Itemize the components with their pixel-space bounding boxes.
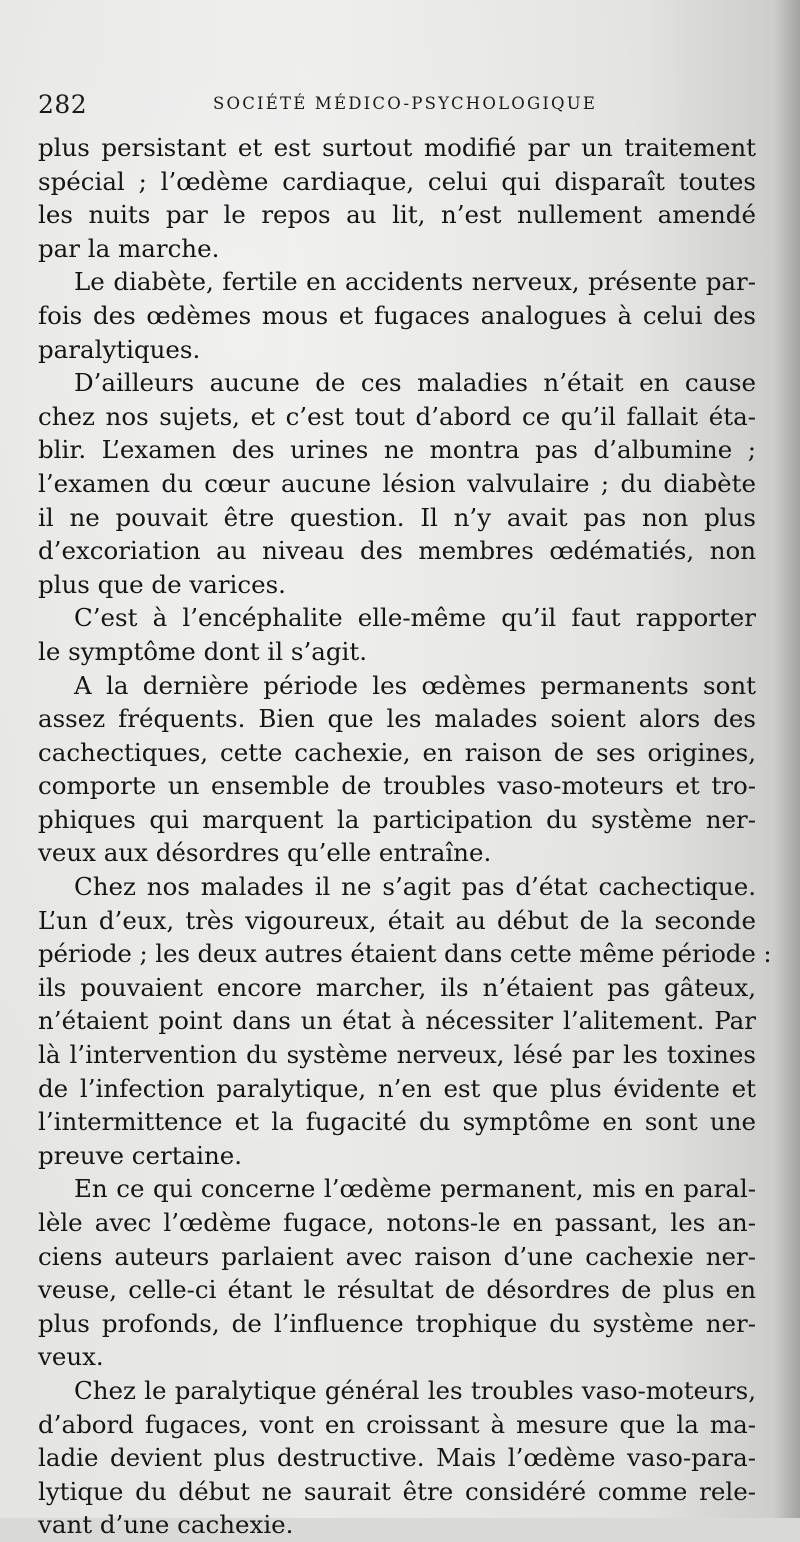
page-edge-shadow (774, 0, 800, 1518)
text-line: les nuits par le repos au lit, n’est nullement amendé (38, 200, 756, 230)
text-line: plus profonds, de l’influence trophique du système ner- (38, 1308, 756, 1338)
text-line: Le diabète, fertile en accidents nerveux, présente par- (74, 267, 756, 297)
text-line: D’ailleurs aucune de ces maladies n’était en cause (74, 368, 756, 398)
text-line: n’étaient point dans un état à nécessiter l’alitement. Par (38, 1006, 756, 1036)
text-line: cachectiques, cette cachexie, en raison de ses origines, (38, 737, 756, 767)
text-line: veux. (38, 1342, 104, 1372)
text-line: période ; les deux autres étaient dans cette même période : (38, 939, 772, 969)
body-text (38, 131, 772, 1542)
text-line: comporte un ensemble de troubles vaso-moteurs et tro- (38, 771, 756, 801)
text-line: A la dernière période les œdèmes permanents sont (74, 670, 756, 700)
text-line: ladie devient plus destructive. Mais l’œdème vaso-para- (38, 1443, 756, 1473)
text-line: fois des œdèmes mous et fugaces analogues à celui des (38, 300, 756, 330)
text-line: phiques qui marquent la participation du système ner- (38, 804, 756, 834)
text-line: assez fréquents. Bien que les malades soient alors des (38, 704, 756, 734)
text-line: paralytiques. (38, 334, 201, 364)
text-line: ciens auteurs parlaient avec raison d’une cachexie ner- (38, 1241, 756, 1271)
text-line: de l’infection paralytique, n’en est que plus évidente et (38, 1073, 756, 1103)
text-line: C’est à l’encéphalite elle-même qu’il faut rapporter (74, 603, 756, 633)
text-line: spécial ; l’œdème cardiaque, celui qui disparaît toutes (38, 166, 756, 196)
text-line: lèle avec l’œdème fugace, notons-le en passant, les an- (38, 1208, 756, 1237)
page-header (38, 90, 758, 120)
text-line: veuse, celle-ci étant le résultat de désordres de plus en (38, 1275, 756, 1305)
text-line: là l’intervention du système nerveux, lésé par les toxines (38, 1040, 756, 1070)
text-line: d’abord fugaces, vont en croissant à mesure que la ma- (38, 1409, 756, 1439)
page-number: 282 (38, 90, 88, 119)
text-line: Chez le paralytique général les troubles vaso-moteurs, (74, 1375, 756, 1405)
text-line: lytique du début ne saurait être considéré comme rele- (38, 1476, 756, 1506)
text-line: l’examen du cœur aucune lésion valvulaire ; du diabète (38, 468, 756, 498)
text-line: le symptôme dont il s’agit. (38, 636, 367, 666)
text-line: il ne pouvait être question. Il n’y avait pas non plus (38, 502, 756, 532)
text-line: Chez nos malades il ne s’agit pas d’état cachectique. (74, 872, 756, 902)
text-line: blir. L’examen des urines ne montra pas d’albumine ; (38, 435, 756, 465)
text-line: chez nos sujets, et c’est tout d’abord ce qu’il fallait éta- (38, 401, 756, 431)
text-line: veux aux désordres qu’elle entraîne. (38, 838, 492, 868)
text-line: d’excoriation au niveau des membres œdématiés, non (38, 536, 756, 566)
text-line: L’un d’eux, très vigoureux, était au début de la seconde (38, 905, 756, 935)
text-line: vant d’une cachexie. (38, 1510, 294, 1540)
text-line: preuve certaine. (38, 1140, 243, 1170)
text-line: plus persistant et est surtout modifié par un traitement (38, 133, 756, 162)
text-line: ils pouvaient encore marcher, ils n’étaient pas gâteux, (38, 972, 756, 1002)
text-line: plus que de varices. (38, 569, 286, 599)
text-line: En ce qui concerne l’œdème permanent, mis en paral- (74, 1174, 756, 1204)
text-line: l’intermittence et la fugacité du symptôme en sont une (38, 1107, 756, 1137)
running-title: SOCIÉTÉ MÉDICO-PSYCHOLOGIQUE (213, 94, 598, 113)
text-line: par la marche. (38, 233, 220, 263)
